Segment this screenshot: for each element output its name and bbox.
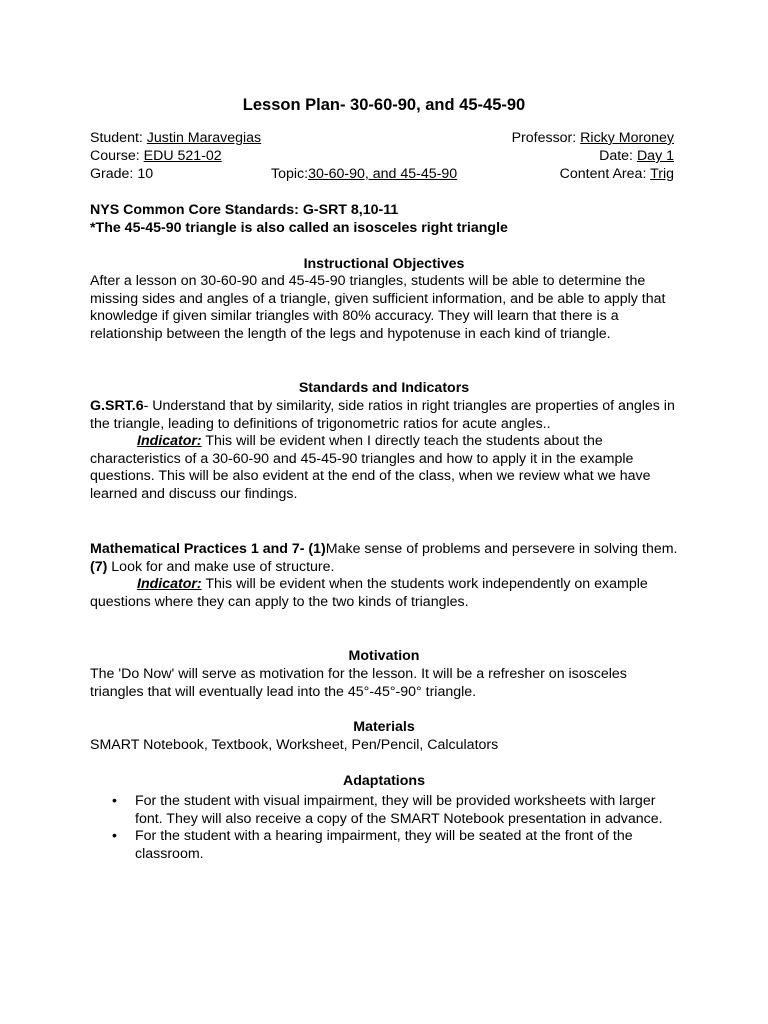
objectives-heading: Instructional Objectives bbox=[303, 256, 465, 272]
page-title: Lesson Plan- 30-60-90, and 45-45-90 bbox=[242, 96, 526, 114]
content-area-value: Trig bbox=[650, 166, 674, 182]
date-value: Day 1 bbox=[636, 148, 674, 164]
course-value: EDU 521-02 bbox=[143, 148, 222, 164]
grade-field: Grade: 10 bbox=[90, 166, 154, 182]
objectives-text: After a lesson on 30-60-90 and 45-45-90 triangles, students will be able to determine the missing sides and angles of a triangle, given sufficient information, and be able to apply that knowledge if given similar triangles with 80% accuracy. They will learn that there is a relationship between the length of the legs and hypotenuse in each kind of triangle. bbox=[90, 273, 666, 342]
topic-field: Topic:30-60-90, and 45-45-90 bbox=[271, 166, 458, 182]
bullet-icon: • bbox=[112, 793, 117, 809]
practices-text: Mathematical Practices 1 and 7- (1)Make sense of problems and persevere in solving them. (7) Look for and make use of structure. Indicator: This will be evident when the students work independently on example questions where they can apply to the two kinds of triangles. bbox=[90, 541, 678, 610]
list-item: • For the student with a hearing impairment, they will be seated at the front of the classroom. bbox=[112, 828, 633, 862]
professor-name: Ricky Moroney bbox=[580, 130, 674, 146]
motivation-text: The 'Do Now' will serve as motivation for the lesson. It will be a refresher on isosceles triangles that will eventually lead into the 45°-45°-90° triangle. bbox=[90, 666, 627, 700]
header-row-3 bbox=[90, 166, 674, 184]
header-row-2 bbox=[90, 148, 674, 166]
practices-indicator bbox=[90, 576, 202, 592]
materials-text: SMART Notebook, Textbook, Worksheet, Pen/Pencil, Calculators bbox=[90, 737, 499, 753]
standards-indicator bbox=[90, 433, 202, 449]
adaptations-list bbox=[90, 793, 680, 863]
date-field: Date: Day 1 bbox=[599, 148, 674, 164]
materials-heading: Materials bbox=[353, 719, 415, 735]
adaptations-heading: Adaptations bbox=[343, 773, 425, 789]
standards-text: G.SRT.6- Understand that by similarity, side ratios in right triangles are properties of angles in the triangle, leading to definitions of trigonometric ratios for acute angles.. Indicator: This will be evident when I directly teach the students about the characteristics of a 30-60-90 and 45-45-90 triangles and how to apply it in the example questions. This will be also evident at the end of the class, when we review what we have learned and discuss our findings. bbox=[90, 398, 675, 502]
professor-field: Professor: Ricky Moroney bbox=[511, 130, 674, 146]
standards-heading: Standards and Indicators bbox=[298, 380, 470, 396]
bullet-icon: • bbox=[112, 828, 117, 845]
indicator-label: Indicator: bbox=[137, 433, 202, 450]
content-area-field: Content Area: Trig bbox=[559, 166, 674, 182]
student-name: Justin Maravegias bbox=[146, 130, 262, 146]
note-line: *The 45-45-90 triangle is also called an isosceles right triangle bbox=[90, 220, 508, 236]
motivation-heading: Motivation bbox=[348, 648, 420, 664]
topic-value: 30-60-90, and 45-45-90 bbox=[308, 166, 458, 182]
indicator-label: Indicator: bbox=[137, 576, 202, 593]
header-row-1 bbox=[90, 130, 674, 148]
student-field: Student: Justin Maravegias bbox=[90, 130, 262, 146]
standard-code: G.SRT.6 bbox=[90, 398, 144, 414]
list-item: • For the student with visual impairment, they will be provided worksheets with larger font. They will also receive a copy of the SMART Notebook presentation in advance. bbox=[112, 793, 663, 827]
course-field: Course: EDU 521-02 bbox=[90, 148, 222, 164]
standards-line: NYS Common Core Standards: G-SRT 8,10-11 bbox=[90, 202, 399, 218]
